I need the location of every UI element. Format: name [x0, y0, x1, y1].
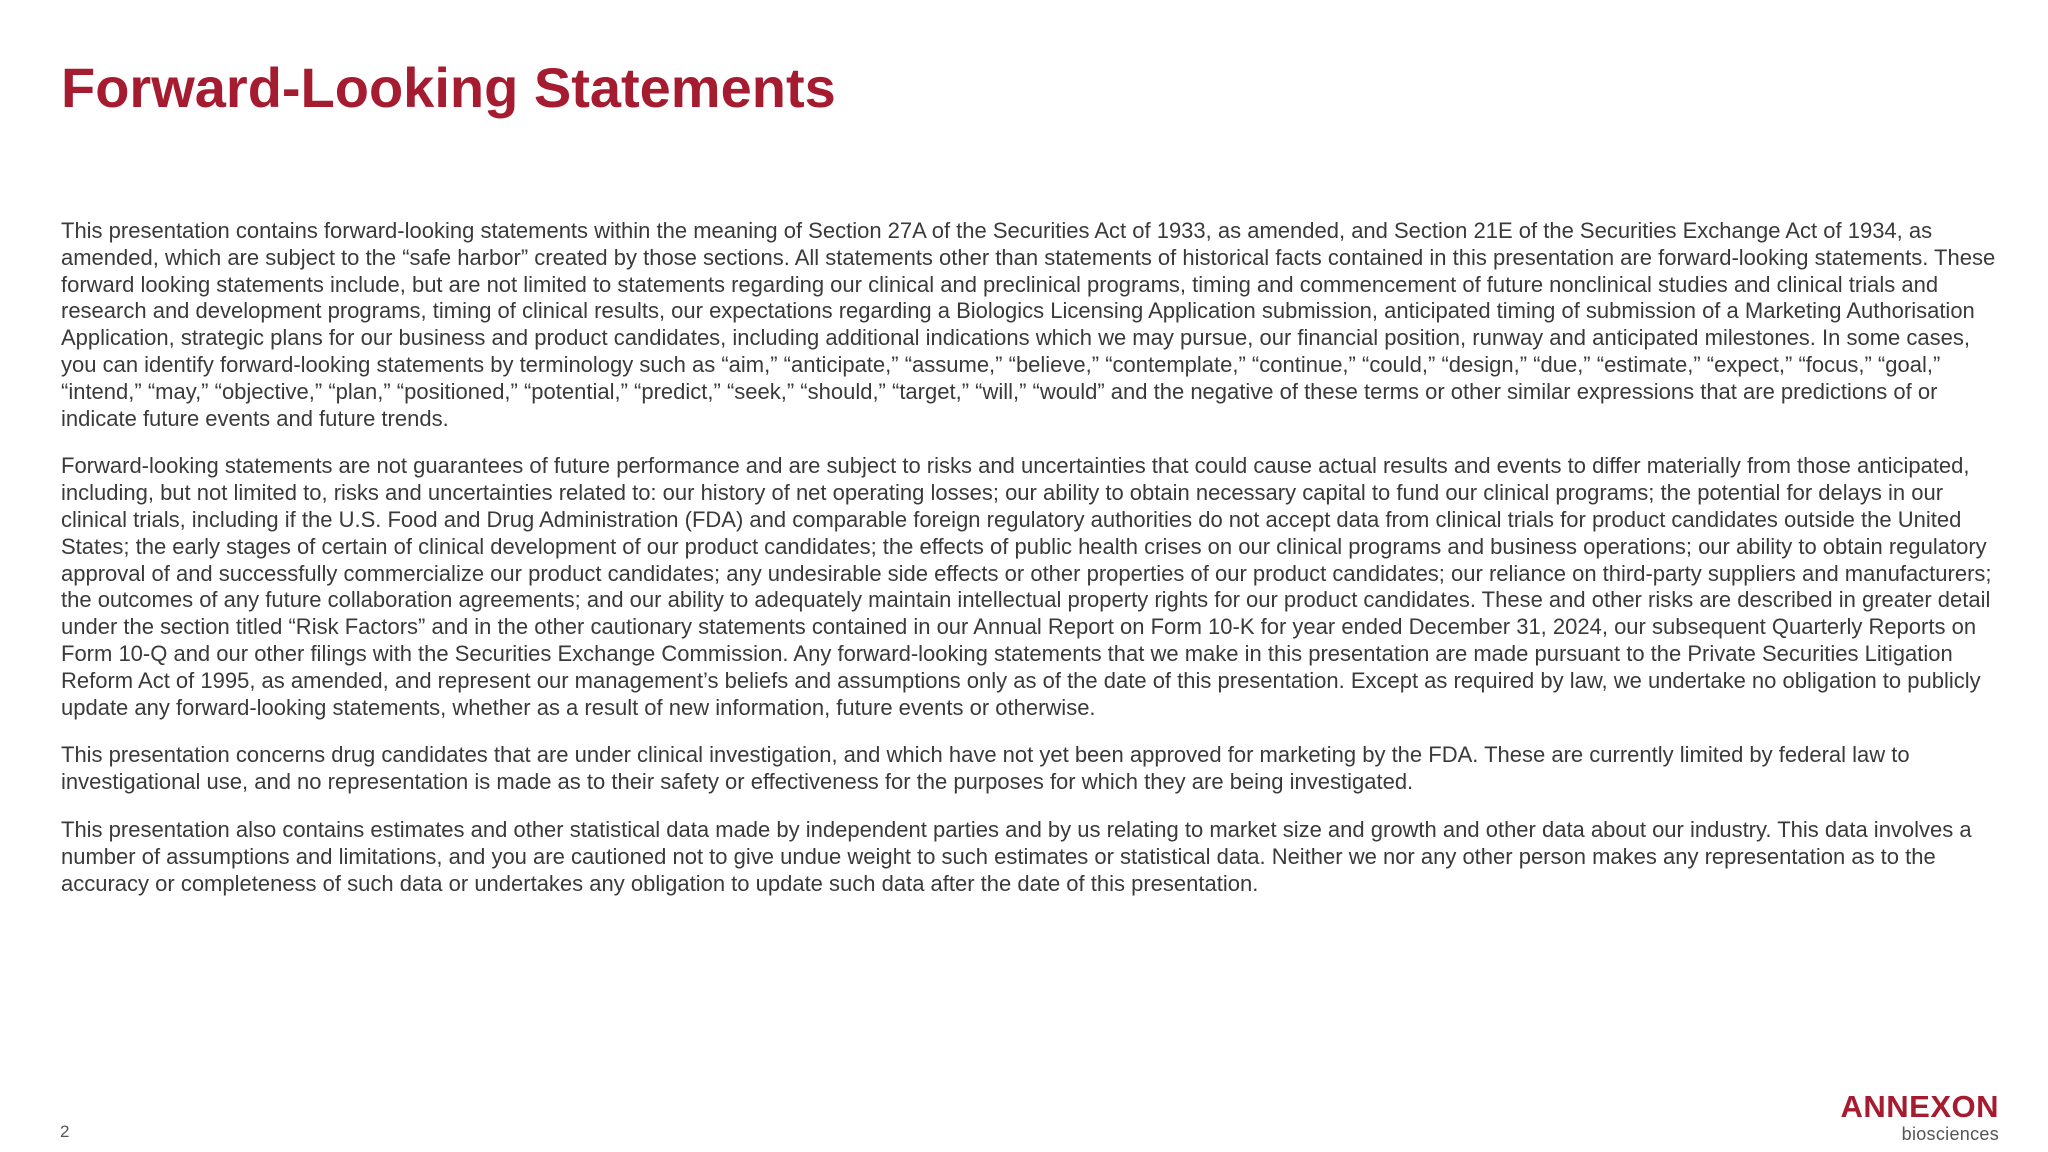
paragraph-risks: Forward-looking statements are not guarantees of future performance and are subject to risks and uncertainties that could cause actual results and events to differ materially from those anticipated, including, but not limited to, risks and uncertainties related to: our history of net operating losses; our ability to obtain necessary capital to fund our clinical programs; the potential for delays in our clinical trials, including if the U.S. Food and Drug Administration (FDA) and comparable foreign regulatory authorities do not accept data from clinical trials for product candidates outside the United States; the early stages of certain of clinical development of our product candidates; the effects of public health crises on our clinical programs and business operations; our ability to obtain regulatory approval of and successfully commercialize our product candidates; any undesirable side effects or other properties of our product candidates; our reliance on third-party suppliers and manufacturers; the outcomes of any future collaboration agreements; and our ability to adequately maintain intellectual property rights for our product candidates. These and other risks are described in greater detail under the section titled “Risk Factors” and in the other cautionary statements contained in our Annual Report on Form 10-K for year ended December 31, 2024, our subsequent Quarterly Reports on Form 10-Q and our other filings with the Securities Exchange Commission. Any forward-looking statements that we make in this presentation are made pursuant to the Private Securities Litigation Reform Act of 1995, as amended, and represent our management’s beliefs and assumptions only as of the date of this presentation. Except as required by law, we undertake no obligation to publicly update any forward-looking statements, whether as a result of new information, future events or otherwise.: [61, 453, 1992, 720]
disclaimer-body: [61, 218, 2011, 918]
logo-subtitle: biosciences: [1901, 1124, 1999, 1144]
paragraph-investigational-use: This presentation concerns drug candidates that are under clinical investigation, and which have not yet been approved for marketing by the FDA. These are currently limited by federal law to investigational use, and no representation is made as to their safety or effectiveness for the purposes for which they are being investigated.: [61, 742, 1910, 795]
page-number: 2: [60, 1122, 70, 1141]
company-logo: [1840, 1091, 1999, 1144]
logo-wordmark: ANNEXON: [1840, 1089, 1999, 1124]
paragraph-statistical-data: This presentation also contains estimates and other statistical data made by independent parties and by us relating to market size and growth and other data about our industry. This data involves a number of assumptions and limitations, and you are cautioned not to give undue weight to such estimates or statistical data. Neither we nor any other person makes any representation as to the accuracy or completeness of such data or undertakes any obligation to update such data after the date of this presentation.: [61, 816, 1972, 896]
paragraph-forward-looking-intro: This presentation contains forward-looking statements within the meaning of Section 27A of the Securities Act of 1933, as amended, and Section 21E of the Securities Exchange Act of 1934, as amended, which are subject to the “safe harbor” created by those sections. All statements other than statements of historical facts contained in this presentation are forward-looking statements. These forward looking statements include, but are not limited to statements regarding our clinical and preclinical programs, timing and commencement of future nonclinical studies and clinical trials and research and development programs, timing of clinical results, our expectations regarding a Biologics Licensing Application submission, anticipated timing of submission of a Marketing Authorisation Application, strategic plans for our business and product candidates, including additional indications which we may pursue, our financial position, runway and anticipated milestones. In some cases, you can identify forward-looking statements by terminology such as “aim,” “anticipate,” “assume,” “believe,” “contemplate,” “continue,” “could,” “design,” “due,” “estimate,” “expect,” “focus,” “goal,” “intend,” “may,” “objective,” “plan,” “positioned,” “potential,” “predict,” “seek,” “should,” “target,” “will,” “would” and the negative of these terms or other similar expressions that are predictions of or indicate future events and future trends.: [61, 218, 1996, 431]
slide-title: Forward-Looking Statements: [61, 56, 836, 119]
